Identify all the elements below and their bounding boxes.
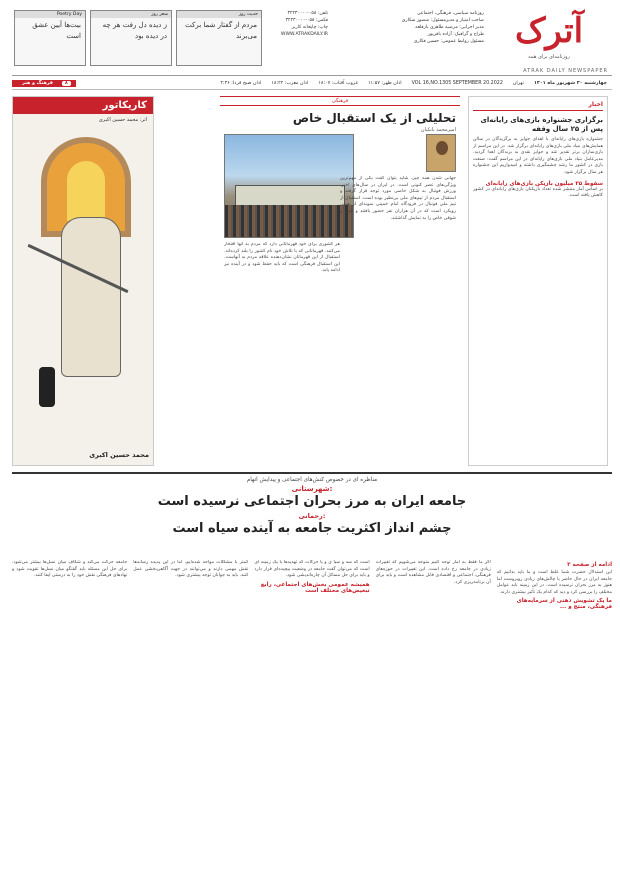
cartoon-figure (39, 367, 55, 407)
page-number: ۸ (62, 81, 71, 86)
article-photo (224, 134, 354, 238)
logo-subtitle: روزنامه‌ای برای همه (528, 54, 570, 60)
column-subhead: همیشه عمومی بخش‌های اجتماعی، رابع تبعیض‌های مختلف است (260, 581, 370, 594)
poetry-day-body: بیت‌ها آیین عشق است (32, 21, 81, 40)
author-photo (426, 134, 456, 172)
info-strip (12, 78, 612, 90)
column-text: این استدلال حضرت شما غلط است و ما باید بدانیم که جامعه ایران در حال حاضر با چالش‌های زیادی روبروست اما هنوز به مرز بحران نرسیده است. در این زمینه باید عوامل مختلف را بررسی کرد و دید که کدام یک تأثیر بیشتری دارند. (496, 570, 612, 595)
contact-line: فکس: ۰۵۸-۳۲۲۳۰۰۰۰ (285, 18, 328, 23)
masthead-contact (268, 10, 328, 38)
hadith-header: حدیث روز (177, 11, 261, 18)
debate-kicker: مناظره ای در خصوص کنش‌های اجتماعی و پیدایش اتهام (246, 477, 378, 483)
debate-headline: چشم انداز اکثریت جامعه به آینده سیاه است (172, 521, 452, 536)
prayer-time: اذان ظهر: ۱۱:۵۷ (367, 81, 402, 86)
credit-line: طراح و گرافیک: آزاده باقرپور (427, 32, 484, 37)
hadith-box (176, 10, 262, 66)
column-text: کمتر با مشکلات مواجه شده‌ایم، اما در این پدیده رسانه‌ها نقش مهمی دارند و می‌توانند در جهت آگاهی‌بخشی عمل کنند. باید به جوانان توجه بیشتری شود. (133, 560, 249, 579)
article-column: جهانی شدن همه چیز، شاید بتوان گفت یکی از مهم‌ترین ویژگی‌های عصر کنونی است. در ایران در سال‌های اخیر، ورزش فوتبال به شکل خاصی مورد توجه قرار گرفته و استقبال مردم از تیم‌های ملی بی‌نظیر بوده است. استقبال از تیم ملی فوتبال در فرودگاه امام خمینی نمونه‌ای از همین رویکرد است که در آن هزاران نفر حضور یافتند و شور و شوقی خاص را به نمایش گذاشتند. (340, 176, 456, 221)
masthead-credits (334, 10, 484, 45)
poem-body: ز دیده دل رفت هر چه در دیده بود (102, 21, 167, 40)
hadith-body: مردم از گفتار شما برکت می‌برند (185, 21, 257, 40)
article-column: هر کشوری برای خود قهرمانانی دارد که مردم به آنها افتخار می‌کنند. قهرمانانی که با تلاش خود نام کشور را بلند کرده‌اند. استقبال از این قهرمانان نشان‌دهنده علاقه مردم به آنهاست. این استقبال فرهنگی است که باید حفظ شود و در آینده نیز ادامه یابد. (224, 242, 340, 274)
news-headline: برگزاری جشنواره بازی‌های رایانه‌ای پس از ۲۵ سال وقفه (480, 116, 603, 133)
debate-column (12, 560, 127, 878)
article-title: تحلیلی از یک استقبال خاص (292, 111, 456, 125)
cartoon-panel (12, 96, 154, 466)
cartoon-byline: اثر: محمد حسین اکبری (98, 117, 147, 123)
contact-line: تلفن: ۰۵۸-۳۲۲۳۰۰۰۰ (287, 11, 328, 16)
debate-column (133, 560, 248, 878)
cartoon-title: کاریکاتور (13, 97, 153, 114)
cartoon-baker (61, 217, 121, 377)
english-title: ATRAK DAILY NEWSPAPER (523, 68, 608, 74)
section-label: فرهنگ و هنر (22, 81, 53, 86)
credit-line: مدیر اجرایی: مرضیه طاهری بازقلعه (415, 25, 484, 30)
speaker-label: شهرستانی: (291, 485, 333, 493)
article-category: فرهنگی (220, 96, 460, 106)
photo-bus (235, 185, 345, 207)
logo-text: آترک (514, 11, 584, 51)
section-tag (12, 80, 76, 87)
column-subhead: ادامه از صفحه ۳ (567, 562, 612, 568)
contact-line: WWW.ATRAKDAILY.IR (280, 32, 328, 37)
issue-volume: VOL 16,NO.1305 SEPTEMBER 20.2022 (411, 81, 503, 86)
column-text: اگر ما فقط به آمار توجه کنیم متوجه می‌شویم که تغییرات زیادی در جامعه رخ داده است. این تغییرات در حوزه‌های فرهنگی، اجتماعی و اقتصادی قابل مشاهده است و باید برای آن برنامه‌ریزی کرد. (375, 560, 491, 585)
debate-column (254, 560, 369, 878)
poetry-day-header: Poetry Day (15, 11, 85, 18)
column-text: است که سه و سیا ی و یا حرکات که تهدیدها با یک زمینه ای است که می‌توان گفت جامعه در وضعیت پیچیده‌ای قرار دارد و باید برای حل مسائل آن چاره‌اندیشی شود. (254, 560, 370, 579)
credit-line: روزنامه سیاسی، فرهنگی، اجتماعی (417, 11, 484, 16)
debate-column (376, 560, 491, 878)
article-author: امیرمحمد بانکیان (420, 127, 456, 133)
contact-line: چاپ: چاپخانه کاربر (291, 25, 328, 30)
news-section-title: اخبار (473, 101, 603, 111)
debate-column (497, 560, 612, 878)
issue-city: تهران (512, 81, 524, 86)
debate-columns (12, 560, 612, 878)
poetry-day-box (14, 10, 86, 66)
column-subhead: ما یک تشویش ذهنی از سرمایه‌های فرهنگی، منتج و ... (516, 598, 612, 611)
issue-date: چهارشنبه ۳۰ شهریور ماه ۱۴۰۱ (533, 81, 607, 86)
cartoon-signature: محمد حسین اکبری (89, 451, 149, 459)
poem-box (90, 10, 172, 66)
credit-line: مسئول روابط عمومی: حسین فکاری (413, 39, 484, 44)
feature-article (220, 96, 460, 466)
logo (490, 8, 608, 72)
poem-header: شعر روز (91, 11, 171, 18)
news-headline: سقوط ۳۵ میلیون بازیکن بازی‌های رایانه‌ای (485, 180, 603, 187)
column-text: جامعه حرکت می‌کند و شکاف میان نسل‌ها بیشتر می‌شود. برای حل این مسئله باید گفتگو میان نسل‌ها تقویت شود و نهادهای فرهنگی نقش خود را به درستی ایفا کنند. (11, 560, 128, 579)
speaker-label: رحمانی: (298, 512, 326, 520)
news-body: بر اساس آمار منتشر شده تعداد بازیکنان بازی‌های رایانه‌ای در کشور کاهش یافته است. (473, 186, 603, 199)
debate-headline: جامعه ایران به مرز بحران اجتماعی نرسیده است (157, 494, 467, 509)
news-column (468, 96, 608, 466)
debate-section (12, 472, 612, 880)
prayer-time: اذان مغرب: ۱۸:۲۲ (271, 81, 309, 86)
masthead (12, 4, 612, 76)
photo-crowd (225, 205, 353, 237)
news-body: جشنواره بازی‌های رایانه‌ای با اهدای جوایز به برگزیدگان در سالن همایش‌های بنیاد ملی بازی‌های رایانه‌ای برگزار شد. در این مراسم از بازی‌سازان برتر تقدیر شد و جوایز نقدی به برندگان اهدا گردید. مدیرعامل بنیاد ملی بازی‌های رایانه‌ای در این مراسم گفت: صنعت بازی در کشور ما رشد چشمگیری داشته و امیدواریم این جشنواره هر سال برگزار شود. (473, 137, 603, 175)
credit-line: صاحب امتیاز و مدیرمسئول: منصور شکاری (401, 18, 484, 23)
prayer-time: اذان صبح فردا: ۴:۳۶ (220, 81, 262, 86)
prayer-time: غروب آفتاب: ۱۸:۰۷ (318, 81, 358, 86)
